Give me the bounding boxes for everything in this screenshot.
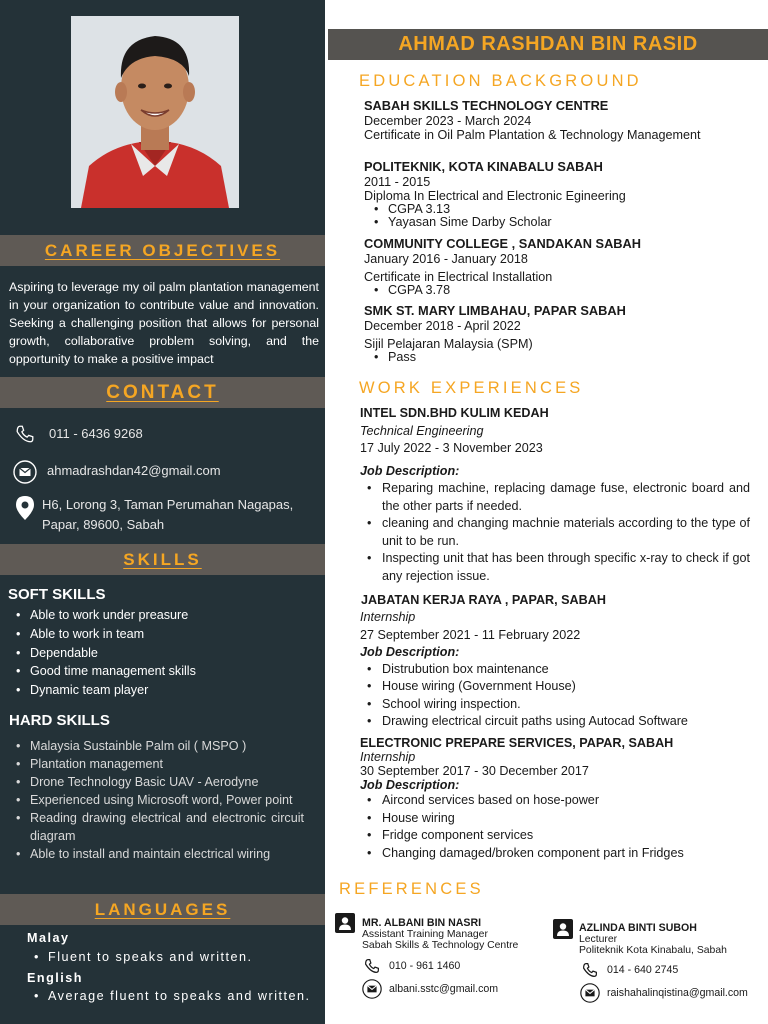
reference-name: MR. ALBANI BIN NASRI [362,917,482,929]
reference-position: Lecturer [579,934,618,945]
school-name: POLITEKNIK, KOTA KINABALU SABAH [364,159,603,174]
person-icon [335,913,355,933]
education-award: Diploma In Electrical and Electronic Egineering [364,189,626,203]
company-name: INTEL SDN.BHD KULIM KEDAH [360,406,549,420]
skills-header [0,544,325,575]
list-item: • Changing damaged/broken component part in Fridges [366,845,750,863]
job-description-label: Job Description: [360,778,460,792]
work-title: WORK EXPERIENCES [359,379,584,397]
skills-title: SKILLS [123,550,202,569]
work-item [360,592,750,730]
reference-phone-text: 010 - 961 1460 [389,960,461,972]
reference-email-text: albani.sstc@gmail.com [389,983,499,995]
education-item [364,98,764,142]
email-icon [361,979,383,999]
job-role: Technical Engineering [360,423,484,438]
reference-name: AZLINDA BINTI SUBOH [579,922,697,934]
job-description-label: Job Description: [360,644,460,659]
company-name: ELECTRONIC PREPARE SERVICES, PAPAR, SABAH [360,736,674,750]
reference-phone-text: 014 - 640 2745 [607,964,679,976]
sidebar [0,0,325,1024]
education-award: Sijil Pelajaran Malaysia (SPM) [364,337,533,351]
contact-email[interactable] [12,459,221,485]
soft-skills-title: SOFT SKILLS [8,586,106,603]
name-banner [328,29,768,60]
list-item: • Distrubution box maintenance [366,661,750,678]
reference-email[interactable] [361,979,498,999]
phone-text: 011 - 6436 9268 [49,426,143,441]
career-objectives-header [0,235,325,266]
list-item: • Yayasan Sime Darby Scholar [374,216,764,229]
list-item: • Able to work in team [14,625,304,644]
education-item [364,236,764,297]
list-item: • Plantation management [14,755,304,773]
language-name-malay: Malay [27,931,70,945]
list-item: • House wiring (Government House) [366,678,750,695]
list-item: • Drone Technology Basic UAV - Aerodyne [14,773,304,791]
duties-list [366,661,750,730]
duties-list [366,480,750,585]
phone-icon [12,421,38,447]
list-item: • Dynamic team player [14,681,304,700]
education-notes [374,284,764,297]
reference-org: Politeknik Kota Kinabalu, Sabah [579,945,727,956]
address-text: H6, Lorong 3, Taman Perumahan Nagapas, Papar, 89600, Sabah [42,497,294,532]
reference-email-text: raishahalinqistina@gmail.com [607,987,748,999]
education-award: Certificate in Electrical Installation [364,270,553,284]
company-name: JABATAN KERJA RAYA , PAPAR, SABAH [361,593,606,607]
list-item: • Malaysia Sustainble Palm oil ( MSPO ) [14,737,304,755]
contact-phone[interactable] [12,421,143,447]
contact-address [12,495,317,535]
school-name: SABAH SKILLS TECHNOLOGY CENTRE [364,98,609,113]
contact-header [0,377,325,408]
list-item: • Pass [374,351,764,364]
list-item: • Aircond services based on hose-power [366,792,750,810]
list-item: • Fridge component services [366,827,750,845]
hard-skills-title: HARD SKILLS [9,712,110,729]
list-item: • School wiring inspection. [366,696,750,713]
education-item [364,159,764,228]
reference-email[interactable] [579,983,748,1003]
references-title: REFERENCES [339,880,484,898]
school-name: COMMUNITY COLLEGE , SANDAKAN SABAH [364,236,642,251]
job-description-label: Job Description: [360,463,460,478]
job-role: Internship [360,750,416,764]
job-dates: 17 July 2022 - 3 November 2023 [360,441,543,455]
career-objectives-title: CAREER OBJECTIVES [44,241,281,260]
list-item: • Reading drawing electrical and electronic circuit diagram [14,809,304,845]
education-notes [374,351,764,364]
list-item: • CGPA 3.78 [374,284,764,297]
career-objective-text: Aspiring to leverage my oil palm plantation management in your organization to contribute value and innovation. Seeking a challenging position that allows for personal growth, collaborative problem solving, and the opportunity to make a positive impact [9,280,319,366]
list-item: • Dependable [14,644,304,663]
soft-skills-list [14,606,304,700]
full-name: AHMAD RASHDAN BIN RASID [398,33,698,55]
school-name: SMK ST. MARY LIMBAHAU, PAPAR SABAH [364,303,626,318]
duties-list [366,792,750,862]
languages-title: LANGUAGES [94,900,231,919]
reference-item [362,917,572,951]
list-item: • cleaning and changing machnie materials according to the type of unit to be run. [366,515,750,550]
list-item: • House wiring [366,810,750,828]
contact-title: CONTACT [106,382,219,403]
education-dates: 2011 - 2015 [364,175,431,189]
email-icon [579,983,601,1003]
list-item: • Reparing machine, replacing damage fuse, electronic board and the other parts if needed. [366,480,750,515]
reference-org: Sabah Skills & Technology Centre [362,940,519,951]
hard-skills-list [14,737,304,863]
education-title: EDUCATION BACKGROUND [359,72,642,90]
list-item: • Good time management skills [14,662,304,681]
language-level-english: • Average fluent to speaks and written. [32,988,312,1005]
profile-photo [71,16,239,208]
job-role: Internship [360,610,416,625]
phone-icon [361,956,383,976]
work-item [360,736,750,862]
work-item [360,405,750,585]
list-item: • CGPA 3.13 [374,203,764,216]
education-notes [374,203,764,228]
education-award: Certificate in Oil Palm Plantation & Technology Management [364,128,701,142]
language-level-malay: • Fluent to speaks and written. [32,949,312,966]
reference-position: Assistant Training Manager [362,929,488,940]
list-item: • Inspecting unit that has been through specific x-ray to check if got any rejection issue. [366,550,750,585]
list-item: • Able to install and maintain electrical wiring [14,845,304,863]
email-text: ahmadrashdan42@gmail.com [47,463,221,478]
education-dates: January 2016 - January 2018 [364,252,528,266]
education-dates: December 2018 - April 2022 [364,319,521,333]
education-item [364,303,764,364]
list-item: • Experienced using Microsoft word, Power point [14,791,304,809]
list-item: • Drawing electrical circuit paths using Autocad Software [366,713,750,730]
phone-icon [579,960,601,980]
education-dates: December 2023 - March 2024 [364,114,532,128]
reference-phone[interactable] [579,960,678,980]
person-icon [553,919,573,939]
reference-phone[interactable] [361,956,460,976]
job-dates: 30 September 2017 - 30 December 2017 [360,764,589,778]
languages-header [0,894,325,925]
language-name-english: English [27,971,83,985]
job-dates: 27 September 2021 - 11 February 2022 [360,627,581,642]
email-icon [12,459,38,485]
list-item: • Able to work under preasure [14,606,304,625]
location-pin-icon [12,495,38,521]
reference-item [579,922,768,956]
